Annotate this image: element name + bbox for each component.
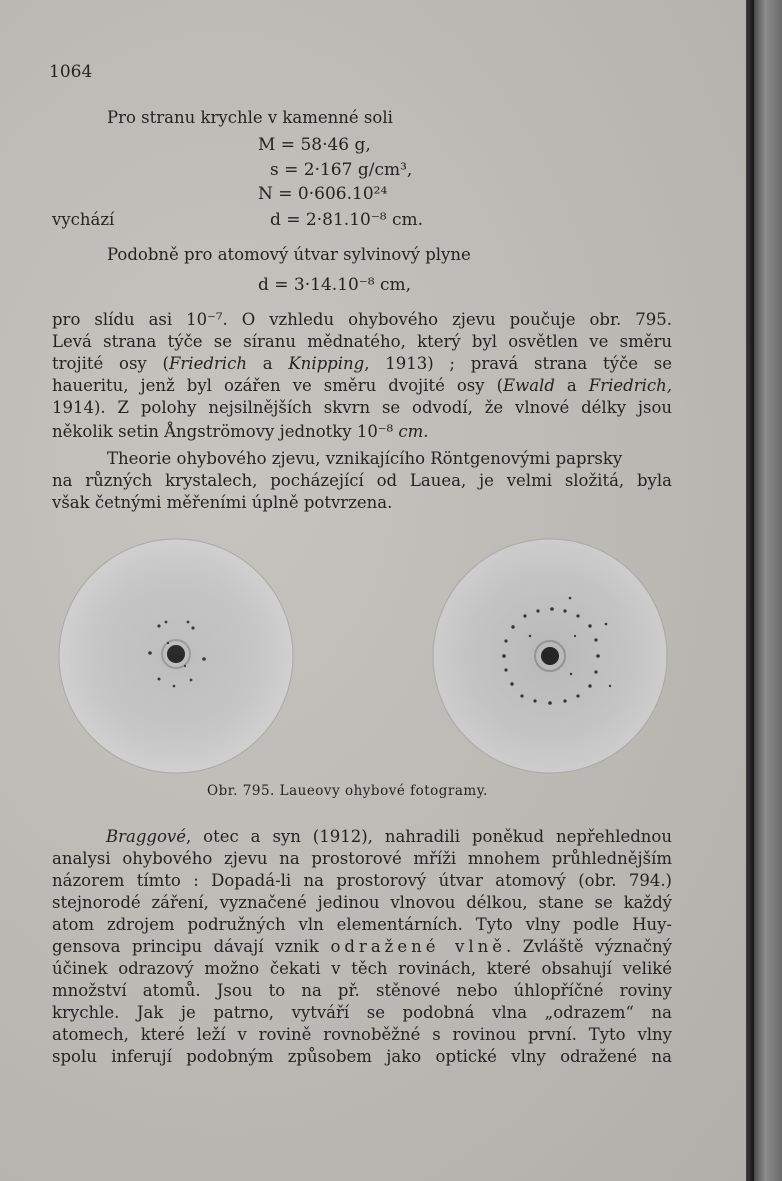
label-vychazi: vychází <box>52 210 115 229</box>
para2-line-5: 1914). Z polohy nejsilnějších skvrn se odvodí, že vlnové délky jsou <box>52 398 672 417</box>
para4-line-7: účinek odrazový možno čekati v těch rovinách, které obsahují veliké <box>52 959 672 978</box>
equation-avogadro: N = 0·606.10²⁴ <box>258 184 388 204</box>
page-number: 1064 <box>49 62 93 82</box>
para3-line-1: Theorie ohybového zjevu, vznikajícího Röntgenovými paprsky <box>107 449 623 468</box>
para3-line-2: na různých krystalech, pocházející od Lauea, je velmi složitá, byla <box>52 471 672 490</box>
equation-distance: d = 2·81.10⁻⁸ cm. <box>270 210 424 230</box>
para4-line-9: krychle. Jak je patrno, vytváří se podobná vlna „odrazem“ na <box>52 1003 672 1022</box>
para4-line-8: množství atomů. Jsou to na př. stěnové nebo úhlopříčné roviny <box>52 981 672 1000</box>
para3-line-3: však četnými měřeními úplně potvrzena. <box>52 493 393 512</box>
para2-line-1: pro slídu asi 10⁻⁷. O vzhledu ohybového zjevu poučuje obr. 795. <box>52 310 672 329</box>
para2-line-3: trojité osy (Friedrich a Knipping, 1913) ; pravá strana týče se <box>52 354 673 373</box>
para2-line-2: Levá strana týče se síranu mědnatého, který byl osvětlen ve směru <box>52 332 672 351</box>
laue-photogram-right <box>430 536 670 776</box>
central-spot <box>167 645 185 663</box>
para4-line-5: atom zdrojem podružných vln elementárních. Tyto vlny podle Huy- <box>52 915 672 934</box>
figure-caption: Obr. 795. Laueovy ohybové fotogramy. <box>207 783 488 799</box>
book-spine-shadow <box>746 0 754 1181</box>
para4-line-3: názorem tímto : Dopadá-li na prostorový útvar atomový (obr. 794.) <box>52 871 672 890</box>
para4-line-4: stejnorodé záření, vyznačené jedinou vlnovou délkou, stane se každý <box>52 893 672 912</box>
equation-molar-mass: M = 58·46 g, <box>258 135 371 155</box>
sylvin-sentence: Podobně pro atomový útvar sylvinový plyne <box>107 245 471 264</box>
central-spot <box>541 647 559 665</box>
para4-line-1: Braggové, otec a syn (1912), nahradili poněkud nepřehlednou <box>106 827 672 846</box>
equation-density: s = 2·167 g/cm³, <box>270 160 413 180</box>
para4-line-11: spolu inferují podobným způsobem jako optické vlny odražené na <box>52 1047 672 1066</box>
para4-line-10: atomech, které leží v rovině rovnoběžné s rovinou první. Tyto vlny <box>52 1025 672 1044</box>
para1-intro: Pro stranu krychle v kamenné soli <box>107 108 393 127</box>
para4-line-6: gensova principu dávají vznik odražené vlně. Zvláště význačný <box>52 937 672 956</box>
para4-line-2: analysi ohybového zjevu na prostorové mříži mnohem průhlednějším <box>52 849 672 868</box>
next-page-edge <box>754 0 782 1181</box>
laue-photogram-left <box>56 536 296 776</box>
equation-distance-sylvin: d = 3·14.10⁻⁸ cm, <box>258 275 412 295</box>
para2-line-6: několik setin Ångströmovy jednotky 10⁻⁸ cm. <box>52 422 429 441</box>
para2-line-4: haueritu, jenž byl ozářen ve směru dvojité osy (Ewald a Friedrich, <box>52 376 672 395</box>
